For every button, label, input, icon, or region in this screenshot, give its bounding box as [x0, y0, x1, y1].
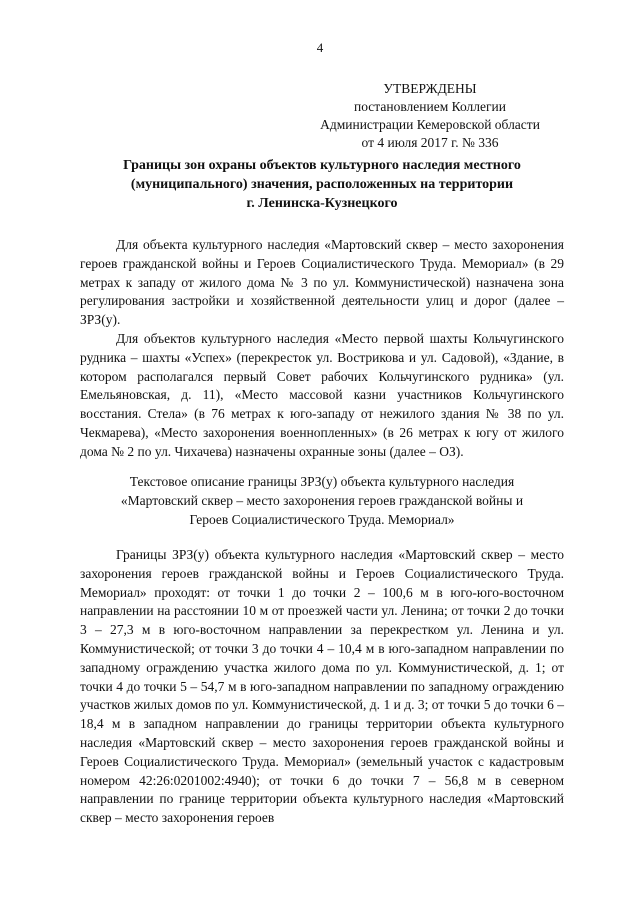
approval-line: УТВЕРЖДЕНЫ	[383, 81, 477, 96]
approval-stamp	[300, 80, 560, 152]
boundary-description	[80, 546, 564, 828]
heading-line: «Мартовский сквер – место захоронения героев гражданской войны и	[120, 492, 524, 508]
intro-section	[80, 236, 564, 462]
heading-line: Текстовое описание границы ЗРЗ(у) объекта культурного наследия	[129, 474, 515, 489]
title-line: Границы зон охраны объектов культурного наследия местного	[123, 158, 521, 173]
paragraph: Границы ЗРЗ(у) объекта культурного наследия «Мартовский сквер – место захоронения героев гражданской войны и Героев Социалистического Труда. Мемориал» проходят: от точки 1 до точки 2 – 100,6 м в юго-юго-восточном направлении на расстоянии 10 м от проезжей части ул. Ленина; от точки 2 до точки 3 – 27,3 м в юго-восточном направлении за перекрестком ул. Ленина и ул. Коммунистической; от точки 3 до точки 4 – 10,4 м в юго-западном направлении по западному ограждению участка жилого дома по ул. Коммунистической, д. 1; от точки 4 до точки 5 – 54,7 м в юго-западном направлении по западному ограждению участков жилых домов по ул. Коммунистической, д. 1 и д. 3; от точки 5 до точки 6 – 18,4 м в западном направлении до границы территории объекта культурного наследия «Мартовский сквер – место захоронения героев гражданской войны и Героев Социалистического Труда. Мемориал» (земельный участок с кадастровым номером 42:26:0201002:4940); от точки 6 до точки 7 – 56,8 м в северном направлении по границе территории объекта культурного наследия «Мартовский сквер – место захоронения героев	[80, 547, 564, 826]
title-line: (муниципального) значения, расположенных на территории	[130, 177, 514, 192]
approval-line: от 4 июля 2017 г. № 336	[361, 135, 499, 150]
section-heading	[80, 473, 564, 529]
document-title	[80, 156, 564, 213]
paragraph: Для объекта культурного наследия «Мартовский сквер – место захоронения героев гражданской войны и Героев Социалистического Труда. Мемориал» (в 29 метрах к западу от жилого дома № 3 по ул. Коммунистической) назначена зона регулирования застройки и хозяйственной деятельности улиц и дорог (далее – ЗРЗ(у).	[80, 237, 564, 328]
approval-line: постановлением Коллегии	[354, 99, 506, 114]
paragraph: Для объектов культурного наследия «Место первой шахты Кольчугинского рудника – шахты «Успех» (перекресток ул. Вострикова и ул. Садовой), «Здание, в котором располагался первый Совет рабочих Кольчугинского рудника» (ул. Емельяновская, д. 11), «Место массовой казни участников Кольчугинского восстания. Стела» (в 76 метрах к юго-западу от нежилого здания № 38 по ул. Чекмарева), «Место захоронения военнопленных» (в 26 метрах к югу от жилого дома № 2 по ул. Чихачева) назначены охранные зоны (далее – ОЗ).	[80, 330, 564, 459]
title-line: г. Ленинска-Кузнецкого	[246, 196, 398, 211]
heading-line: Героев Социалистического Труда. Мемориал»	[189, 511, 455, 527]
approval-line: Администрации Кемеровской области	[320, 117, 540, 132]
page-number: 4	[316, 40, 324, 55]
